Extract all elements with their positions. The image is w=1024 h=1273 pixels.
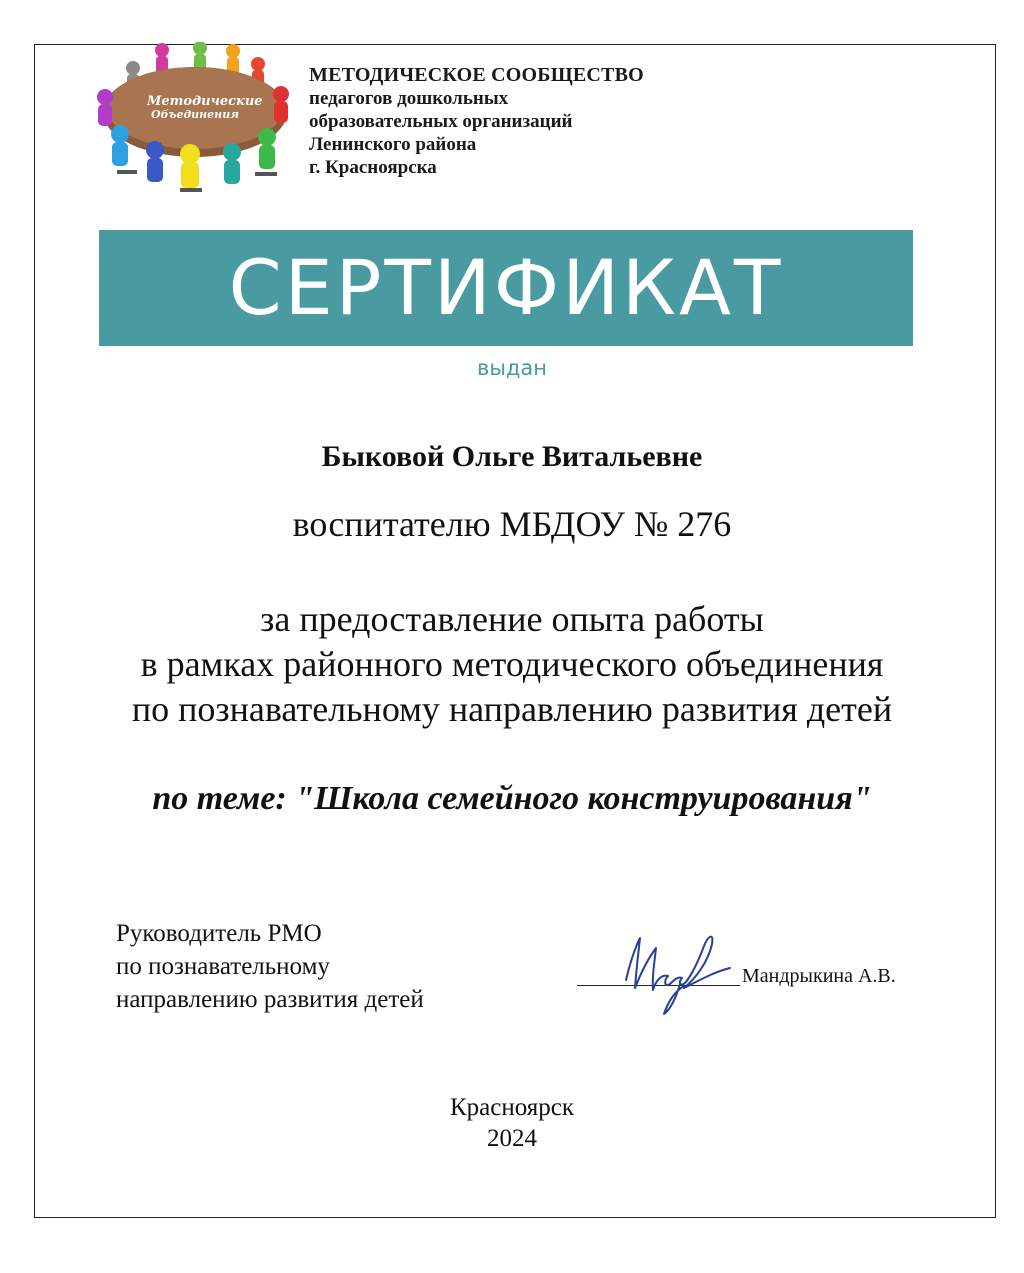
reason-line-1: за предоставление опыта работы bbox=[260, 599, 764, 639]
organization-line-4: Ленинского района bbox=[309, 134, 477, 155]
logo-text-1: Методические bbox=[147, 94, 263, 109]
methodical-union-logo bbox=[95, 42, 290, 197]
organization-line-1: МЕТОДИЧЕСКОЕ СООБЩЕСТВО bbox=[309, 64, 644, 86]
signer-name: Мандрыкина А.В. bbox=[742, 965, 896, 987]
reason-line-2: в рамках районного методического объединения bbox=[140, 644, 884, 684]
recipient-name: Быковой Ольге Витальевне bbox=[321, 440, 703, 473]
signer-title-line-3: направлению развития детей bbox=[116, 986, 424, 1013]
handwritten-signature bbox=[580, 918, 740, 1018]
signer-title bbox=[116, 917, 424, 1016]
organization-line-2: педагогов дошкольных bbox=[309, 88, 509, 109]
reason-line-3: по познавательному направлению развития детей bbox=[131, 689, 893, 729]
signer-title-line-1: Руководитель РМО bbox=[116, 920, 322, 947]
year: 2024 bbox=[487, 1125, 537, 1152]
logo-text-2: Объединения bbox=[151, 108, 239, 121]
certificate-title: СЕРТИФИКАТ bbox=[228, 243, 784, 332]
topic-line: по теме: "Школа семейного конструирования" bbox=[152, 780, 872, 817]
city: Красноярск bbox=[449, 1094, 574, 1121]
award-reason bbox=[0, 597, 1024, 732]
issued-label: выдан bbox=[476, 356, 548, 380]
organization-heading bbox=[309, 64, 644, 179]
signer-title-line-2: по познавательному bbox=[116, 953, 330, 980]
city-and-year bbox=[0, 1092, 1024, 1154]
organization-line-3: образовательных организаций bbox=[309, 111, 573, 132]
recipient-position: воспитателю МБДОУ № 276 bbox=[292, 504, 732, 544]
organization-line-5: г. Красноярска bbox=[309, 157, 437, 178]
certificate-banner bbox=[99, 230, 913, 346]
